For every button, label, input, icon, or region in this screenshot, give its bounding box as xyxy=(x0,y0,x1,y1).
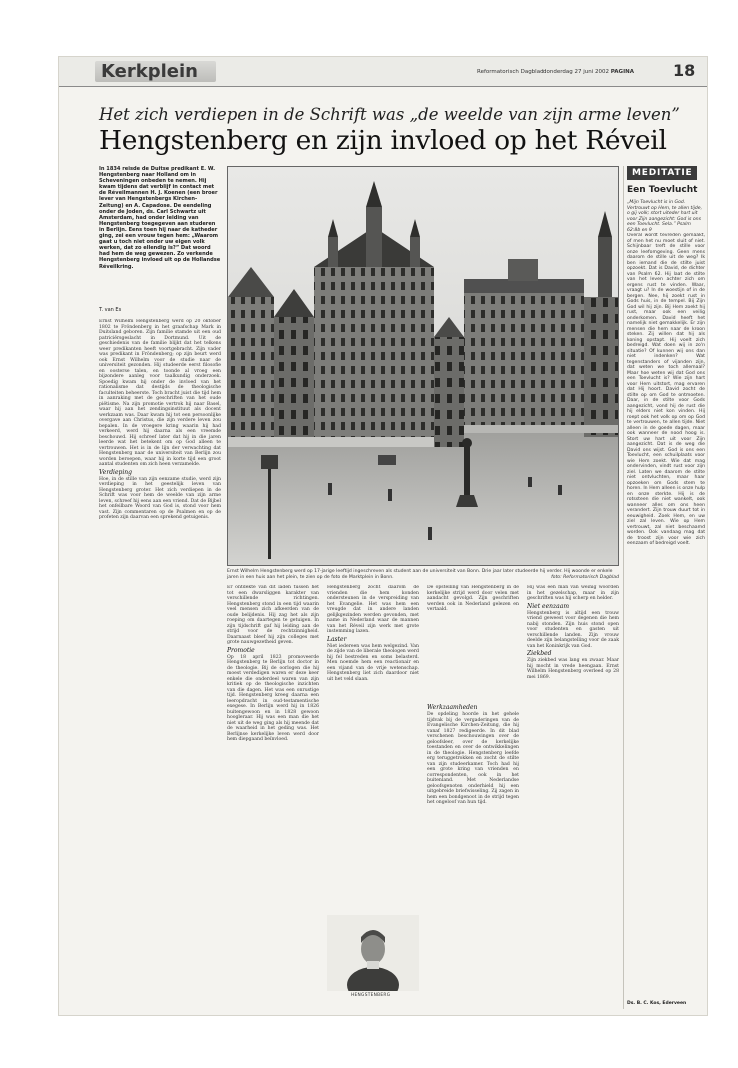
hengstenberg-portrait xyxy=(327,915,419,991)
article-intro: In 1834 reisde de Duitse predikant E. W. Hengstenberg naar Holland om in Scheveningen onbeden te nemen. Hij kwam tijdens dat verblijf in contact met de Réveilmannen H. J. Koenen (een broer lever van Hengstenbergs Kirchen-Zeitung) en A. Capadose. De eendeling onder de Joden, ds. Carl Schwartz uit Amsterdam, had onder leiding van Hengstenberg toegegeven aan studeren in Berlijn. Eens toen hij naar de katheder ging, zei een vrouw tegen hem: „Waarom gaat u toch niet onder uw eigen volk werken, dat zo ellendig is?” Dat woord had hem de weg gewezen. Zo verkende Hengstenberg invloed uit op de Hollandse Réveilkring. xyxy=(99,166,221,270)
column-divider xyxy=(623,166,624,1009)
photo-credit: foto: Reformatorisch Dagblad xyxy=(551,574,619,580)
body-paragraph: Hengstenberg is altijd een trouw vriend geweest voor degenen die hem nabij stonden. Zijn huis stond open voor studenten en gasten uit verschillende landen. Zijn vrouw deelde zijn belangstelling voor de zaak van het Koninkrijk van God. xyxy=(527,610,619,649)
article-column-2 xyxy=(227,585,319,1009)
portrait-caption: HENGSTENBERG xyxy=(351,993,391,998)
body-paragraph: Niet iedereen was hem welgezind. Van de zijde van de liberale theologen werd hij fel bestreden en soms belasterd. Men noemde hem een reactionair en een vijand van de vrije wetenschap. Hengstenberg liet zich daardoor niet uit het veld slaan. xyxy=(327,643,419,682)
article-column-4-top xyxy=(427,585,519,697)
meditatie-tag: MEDITATIE xyxy=(627,166,697,180)
body-paragraph: Er ontdekte van dit laden tussen het tot een dwarsliggen karakter van verschillende richtingen. Hengstenberg stond in een tijd waarin veel mensen zich afkeerden van de oude belijdenis. Hij zag het als zijn roeping om daartegen te getuigen. In zijn tijdschrift gaf hij leiding aan de strijd voor de rechtzinnigheid. Daarnaast bleef hij zijn colleges met grote nauwgezetheid geven. xyxy=(227,585,319,645)
subhead: Verdieping xyxy=(99,468,132,476)
historic-town-square-image xyxy=(228,167,619,566)
body-paragraph: Hoe, in de stille van zijn eenzame studie, werd zijn verdieping in het geestelijk leven van Hengstenberg groter. Het zich verdiepen in de Schrift was voor hem de weelde van zijn arme leven, schreef hij eens aan een vriend. Dat de Bijbel het onfeilbare Woord van God is, stond voor hem vast. Zijn commentaren op de Psalmen en op de profeten zijn daarvan een sprekend getuigenis. xyxy=(99,476,221,520)
body-paragraph: Op 18 april 1823 promoveerde Hengstenberg te Berlijn tot doctor in de theologie. Bij de oorlogen die hij moest verdedigen waren er deze keer enkele die onderdeel waren van zijn kritiek op de theologische inzichten van die dagen. Het was een onrustige tijd. Hengstenberg kreeg daarna een leeropdracht in oud-testamentische exegese. In Berlijn werd hij in 1826 buitengewoon en in 1828 gewoon hoogleraar. Hij was een man die het niet uit de weg ging als hij meende dat de waarheid in het geding was. Het Berlijnse kerkelijke leven werd door hem diepgaand beïnvloed. xyxy=(227,654,319,742)
subhead: Ziekbed xyxy=(527,650,552,657)
article-headline: Hengstenberg en zijn invloed op het Réveil xyxy=(99,125,667,156)
meditatie-author: Ds. B. C. Kos, Ederveen xyxy=(627,1001,687,1006)
market-square-photo xyxy=(227,166,619,566)
subhead: Laster xyxy=(327,635,347,643)
meditatie-quote: „Mijn Toevlucht is in God. Vertrouwt op Hem, te allen tijde, o gij volk; stort uiteder hart uit voor Zijn aangezicht: God is ons een Toevlucht. Sela.” Psalm 62:8b en 9 xyxy=(627,200,703,233)
subhead: Niet eenzaam xyxy=(527,602,570,610)
portrait-image xyxy=(327,915,419,991)
page-header xyxy=(59,57,708,87)
newspaper-name: Reformatorisch Dagblad xyxy=(477,69,544,75)
subhead: Promotie xyxy=(227,646,255,654)
article-kicker: Het zich verdiepen in de Schrift was „de weelde van zijn arme leven” xyxy=(99,105,680,124)
body-paragraph: De opstelling van Hengstenberg in de kerkelijke strijd werd door velen met aandacht gevolgd. Zijn geschriften werden ook in Nederland gelezen en vertaald. xyxy=(427,585,519,612)
section-name: Kerkplein xyxy=(95,61,216,82)
article-column-4 xyxy=(427,703,519,1009)
issue-date: donderdag 27 juni 2002 xyxy=(543,69,610,75)
body-paragraph: Zijn ziekbed was lang en zwaar. Maar hij mocht in vrede heengaan. Ernst Wilhelm Hengstenberg overleed op 28 mei 1869. xyxy=(527,658,619,680)
article-column-1 xyxy=(99,319,221,1009)
page-number: 18 xyxy=(673,61,696,80)
body-paragraph: Hengstenberg zocht daarom de vrienden die hem konden ondersteunen in de verspreiding van het Evangelie. Het was hem een vreugde dat in andere landen gelijkgezinden werden gevonden, met name in Nederland waar de mannen van het Réveil zijn werk met grote instemming lazen. xyxy=(327,585,419,634)
photo-caption xyxy=(227,569,619,580)
article-column-5 xyxy=(527,585,619,1009)
body-paragraph: Ernst Wilhelm Hengstenberg werd op 20 oktober 1802 te Fröndenberg in het graafschap Mark in Duitsland geboren. Zijn familie stamde uit een oud patriciërsgeslacht in Dortmund. Uit de geschiedenis van de familie blijkt dat het telkens weer predikanten heeft voortgebracht. Zijn vader was predikant in Fröndenberg; op zijn beurt werd ook Ernst Wilhelm voor de studie naar de universiteit gezonden. Hij studeerde eerst filosofie en oosterse talen, en toonde al vroeg een bijzondere aanleg voor taalkundig onderzoek. Spoedig kwam hij onder de invloed van het rationalisme dat destijds de theologische faculteiten beheerste. Toch bracht juist die tijd hem in aanraking met de geschriften van het oude piëtisme. Na zijn promotie vertrok hij naar Basel, waar hij aan het zendingsinstituut als docent werkzaam was. Daar kwam hij tot een persoonlijke overgave aan Christus, die zijn verdere leven zou bepalen. In de vroegere kring waarin hij had verkeerd, werd hij daarna als een vreemde beschouwd. Hij schreef later dat hij in die jaren leerde wat het betekent om op God alleen te vertrouwen. Het is in de lijn der verwachting dat Hengstenberg naar de universiteit van Berlijn zou worden beroepen, waar hij in korte tijd een groot aantal studenten om zich heen verzamelde. xyxy=(99,319,221,467)
meditatie-body xyxy=(627,233,705,999)
page-label: PAGINA xyxy=(610,69,634,75)
body-paragraph: Overal wordt tevreden gemaakt, of men het nu moet sluit of niet. Schijnbaar treft de stille voor onze leefomgeving. Geen mens daarom de stille uit de weg? Ik ben iemand die de stilte juist opzoekt. Dat is David, de dichter van Psalm 62. Hij laat de stilte van het leven achter zich om ergens rust te vinden. Waar, vraagt u? In de woestijn of in de bergen. Nee, hij zoekt rust in Gods huis, in de tempel. Bij Zijn God wil hij zijn. Bij Hem zoekt hij rust, maar ook een veilig onderkomen. David heeft het namelijk niet gemakkelijk. Er zijn mensen die hem naar de kroon steken. Zij willen dat hij als koning opstapt. Hij voelt zich bedreigd. Wat doen wij in zo'n situatie? Of kunnen wij ons dan niet indenken? Wat tegenstanders of vijanden zijn, dat weten we toch allemaal? Maar hoe weten wij dat God ons een Toevlucht is? Wie zijn hart voor Hem uitstort, mag ervaren dat Hij hoort. David zocht de stilte op om God te ontmoeten. Daar, in de stilte voor Gods aangezicht, vond hij de rust die hij elders niet kon vinden. Hij roept ook het volk op om op God te vertrouwen, te allen tijde. Niet alleen in de goede dagen, maar ook wanneer de nood hoog is. Stort uw hart uit voor Zijn aangezicht. Dat is de weg die David ons wijst. God is ons een Toevlucht, een schuilplaats voor wie Hem zoekt. Wie dat mag ondervinden, vindt rust voor zijn ziel. Laten we daarom de stilte niet ontvluchten, maar haar opzoeken om Gods stem te horen. In Hem alleen is onze hulp en onze sterkte. Hij is de rotssteen die niet wankelt, ook wanneer alles om ons heen verandert. Zijn trouw duurt tot in eeuwigheid. Zoek Hem, en uw ziel zal leven. Wie op Hem vertrouwt, zal niet beschaamd worden. Ook vandaag mag dat de troost zijn voor wie zich eenzaam of bedreigd voelt. xyxy=(627,233,705,546)
article-byline: T. van Es xyxy=(99,307,122,313)
header-date xyxy=(543,69,634,75)
body-paragraph: Hij was een man van weinig woorden in het gezelschap, maar in zijn geschriften was hij scherp en helder. xyxy=(527,585,619,601)
body-paragraph: De opdeling hoorde in het gehele tijdvak bij de vergaderingen van de Evangelische Kirchen-Zeitung, die hij vanaf 1827 redigeerde. In dit blad verschenen beschouwingen over de geloofsleer, over de kerkelijke toestanden en over de ontwikkelingen in de theologie. Hengstenberg leefde erg teruggetrokken en zocht de stilte van zijn studeerkamer. Toch had hij een grote kring van vrienden en correspondenten, ook in het buitenland. Met Nederlandse geloofsgenoten onderhield hij een uitgebreide briefwisseling. Zij zagen in hem een bondgenoot in de strijd tegen het ongeloof van hun tijd. xyxy=(427,712,519,805)
meditatie-title: Een Toevlucht xyxy=(627,185,698,195)
newspaper-page xyxy=(58,56,708,1016)
subhead: Werkzaamheden xyxy=(427,704,478,711)
photo-caption-text: Ernst Wilhelm Hengstenberg werd op 17-jarige leeftijd ingeschreven als student aan de universiteit van Bonn. Drie jaar later studeerde hij verder. Hij woonde er enkele jaren in een huis aan het plein, te zien op de foto de Marktplein in Bonn. xyxy=(227,569,613,580)
